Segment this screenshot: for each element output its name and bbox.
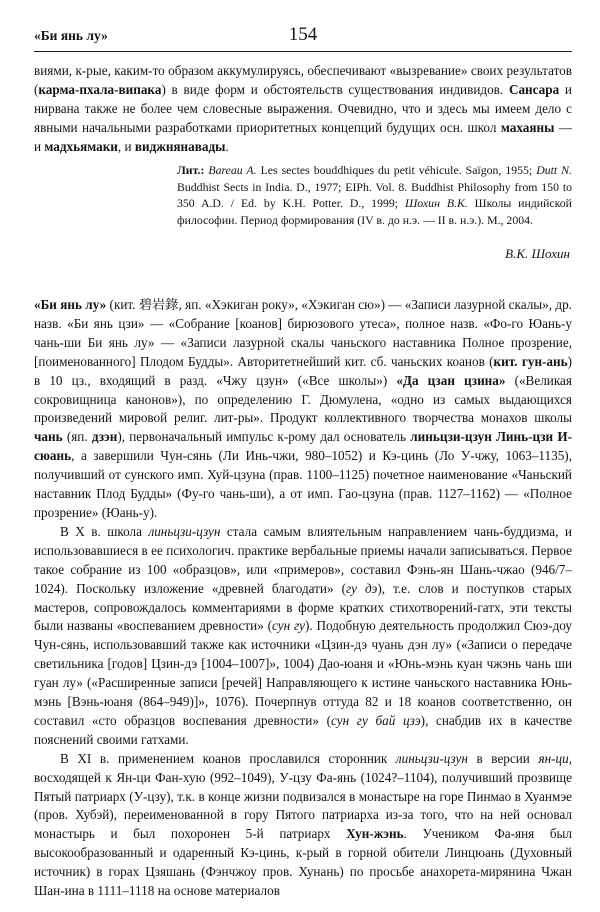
italic-term: линьцзи-цзун: [148, 523, 221, 539]
bold-term: чань: [34, 429, 63, 445]
text-run: стала самым влиятельным направлением чань-буддизма, и использовавшиеся в ее психологич. практике вербальные приемы начали записываться. Первое такое собрание из 100 «образцов», или «примеров», составил Фэнь-ян Шань-чжао (946/7–1024). Поскольку изложение «древней благодати» (: [34, 523, 572, 596]
term: мадхьямаки: [44, 138, 118, 154]
text-run: ), снабдив их в качестве пояснений своими гатхами.: [34, 712, 572, 747]
bold-term: «Да цзан цзина»: [396, 372, 506, 388]
text-run: , а завершили Чун-сянь (Ли Инь-чжи, 980–1052) и Кэ-цинь (Ло У-чжу, 1063–1135), получивший от сунского имп. Хуй-цзуна (прав. 1100–1125) почетное наименование «Чаньский наставник Плод Будды» (Фу-го чань-ши), а от имп. Гао-цзуна (прав. 1127–1162) — «Полное прозрение» (Юань-у).: [34, 448, 572, 520]
bold-term: линьцзи-цзун Линь-цзи И-сюань: [34, 429, 572, 464]
bold-term: кит. гун-ань: [493, 353, 568, 369]
literature-label: Лит.:: [177, 163, 205, 177]
bold-term: «Би янь лу»: [34, 297, 107, 312]
italic-term: линьцзи-цзун: [395, 750, 468, 766]
page-number: 154: [288, 24, 318, 45]
text-run: . Учеником Фа-яня был высокообразованный и одаренный Кэ-цинь, к-рый в горной обители Линцюань (Духовный источник) в горах Цзяшань (Фэнчжоу пров. Хунань) по просьбе анахорета-мирянина Чжан Шан-ина в 1111–1118 на основе материалов: [34, 826, 572, 899]
running-title: «Би янь лу»: [34, 28, 108, 43]
term: Сансара: [508, 81, 560, 97]
lit-author: Шохин В.К.: [404, 196, 468, 211]
header-rule: [34, 51, 572, 52]
lit-author: Dutt N.: [536, 163, 572, 177]
italic-term: ян-ци: [538, 750, 569, 766]
entry-bi-yan-lu: [34, 296, 572, 901]
page-header: [34, 22, 572, 52]
text-run: («Великая сокровищница канонов»), по определению Г. Дюмулена, «одно из самых выдающихся произведений мировой религ. лит-ры». Продукт коллективного творчества монахов школы: [34, 372, 572, 426]
previous-article-ending: [34, 62, 572, 157]
text-run: ), т.е. слов и поступков старых мастеров, сопровождалось комментариями в форме кратких стихотворений-гатх, эти тексты были названы «воспеванием древности» (: [34, 580, 573, 634]
italic-term: сун гу бай цзэ: [330, 712, 421, 728]
literature-list: Лит.: Bareau A. Les sectes bouddhiques du petit véhicule. Saïgon, 1955; Dutt N. Buddhist Sects in India. D., 1977; EIPh. Vol. 8. Buddhist Philosophy from 150 to 350 A.D. / Ed. by K.H. Potter. D., 1999; Шохин В.К. Школы индийской философии. Период формирования (IV в. до н.э. — II в. н.э.). М., 2004.: [177, 163, 572, 227]
entry-paragraph-1: [34, 296, 572, 523]
intro-paragraph: виями, к-рые, каким-то образом аккумулируясь, обеспечивают «вызревание» своих результатов (карма-пхала-випака) в виде форм и обстоятельств существования индивидов. Сансара и нирвана также не более чем словесные выражения. Очевидно, что и здесь мы имеем дело с явными начальными разработками приоритетных концепций будущих осн. школ махаяны — и мадхьямаки, и виджнянавады.: [34, 63, 573, 154]
text-run: (яп.: [62, 429, 92, 445]
text-run: ) в 10 цз., входящий в разд. «Чжу цзун» («Все школы»): [34, 353, 573, 388]
article-author: В.К. Шохин: [505, 246, 570, 261]
lit-author: Bareau A.: [208, 163, 257, 177]
text-run: ), первоначальный импульс к-рому дал основатель: [117, 429, 411, 445]
text-run: В X в. школа: [60, 523, 149, 539]
text-run: В XI в. применением коанов прославился сторонник: [60, 750, 396, 766]
italic-term: сун гу: [272, 618, 305, 634]
italic-term: гу дэ: [346, 580, 378, 596]
entry-paragraph-2: [34, 523, 572, 750]
text-run: в версии: [467, 750, 539, 766]
entry-paragraph-3: [34, 750, 572, 901]
bold-term: Хун-жэнь: [346, 826, 404, 842]
text-run: , восходящей к Ян-ци Фан-хую (992–1049), У-цзу Фа-янь (1024?–1104), получивший прозвище Пятый патриарх (У-цзу), т.к. в конце жизни подвизался в монастыре на горе Пинмао в Хуанмэе (пров. Хубэй), переименованной в гору Пятого патриарха из-за того, что на ней основал монастырь и был похоронен 5-й патриарх: [34, 750, 572, 842]
term: карма-пхала-випака: [38, 81, 162, 97]
literature-block: [177, 162, 572, 228]
term: махаяны: [500, 119, 555, 135]
bold-term: дзэн: [91, 429, 118, 445]
text-run: ). Подобную деятельность продолжил Сюэ-доу Чун-сянь, использовавший также как источники «Цзин-дэ чуань дэн лу» («Записи о передаче светильника [годов] Цзин-дэ [1004–1007]», 1004) Дао-юаня и «Юнь-мэнь куан чжэнь чань ши гуан лу» («Расширенные записи [речей] Направляющего к истине чаньского наставника Юнь-мэнь [Вэнь-юаня (864–949)]», 1076). Почерпнув оттуда 82 и 18 коанов соответственно, он составил «сто образцов воспевания древности» (: [34, 618, 572, 728]
text-run: (кит. 碧岩錄, яп. «Хэкиган року», «Хэкиган сю») — «Записи лазурной скалы», др. назв. «Би янь цзи» — «Собрание [коанов] бирюзового утеса», полное назв. «Фо-го Юань-у чань-ши Би янь лу» — «Записи лазурной скалы чаньского наставника Полное прозрение, [поименованного] Плодом Будды». Авторитетнейший кит. сб. чаньских коанов (: [34, 297, 572, 369]
term: виджнянавады: [134, 138, 226, 154]
